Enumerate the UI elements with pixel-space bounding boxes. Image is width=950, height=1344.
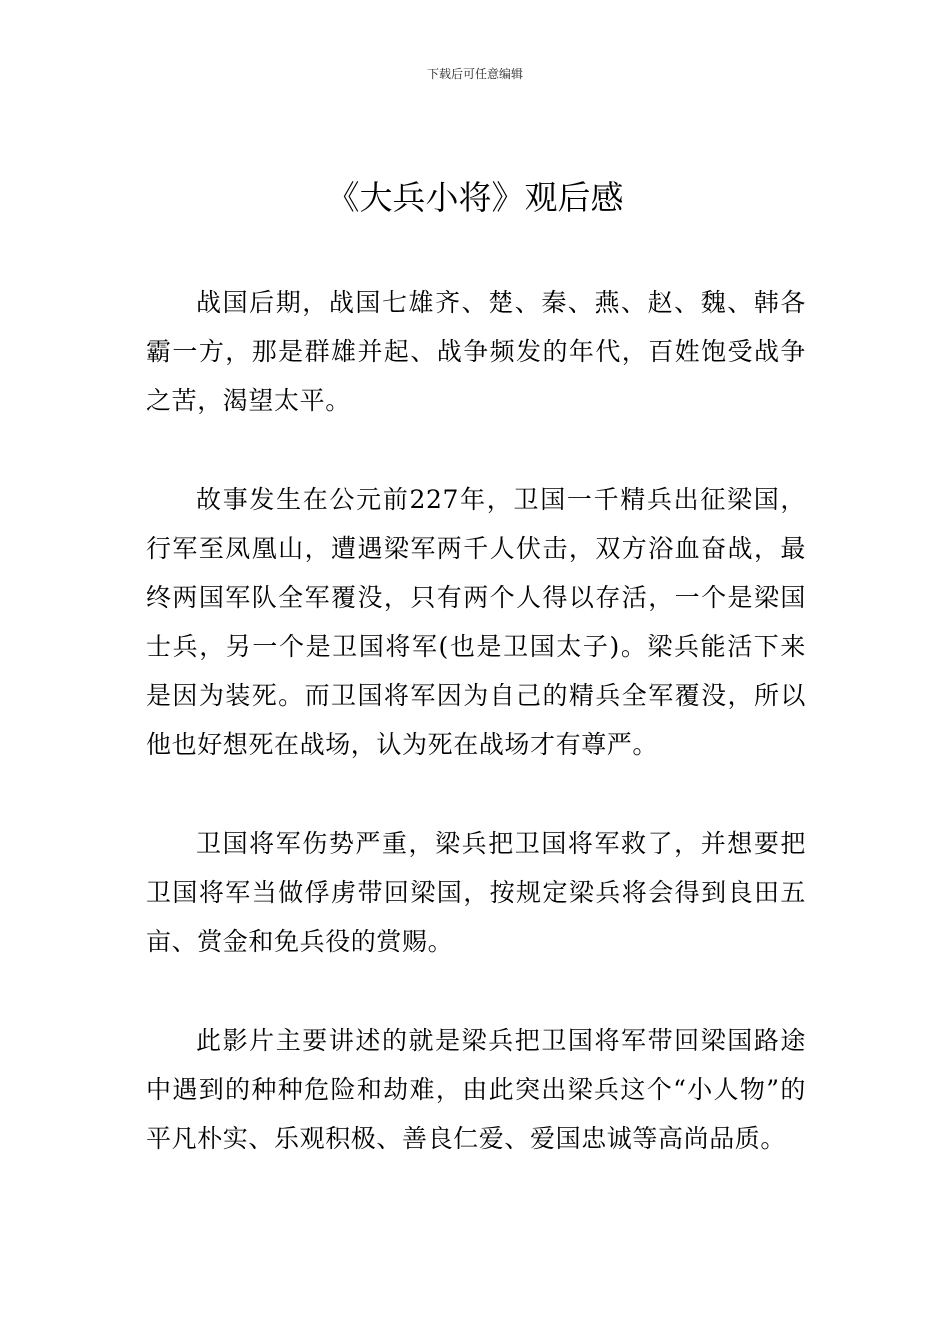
document-title: 《大兵小将》观后感 [326,178,624,217]
header-note: 下载后可任意编辑 [426,67,523,81]
paragraph-2: 故事发生在公元前227年，卫国一千精兵出征梁国，行军至凤凰山，遭遇梁军两千人伏击，双方浴血奋战，最终两国军队全军覆没，只有两个人得以存活，一个是梁国士兵，另一个是卫国将军(也是卫国太子)。梁兵能活下来是因为装死。而卫国将军因为自己的精兵全军覆没，所以他也好想死在战场，认为死在战场才有尊严。 [146,485,806,759]
paragraph-3: 卫国将军伤势严重，梁兵把卫国将军救了，并想要把卫国将军当做俘虏带回梁国，按规定梁兵将会得到良田五亩、赏金和免兵役的赏赐。 [146,829,806,956]
paragraph-1: 战国后期，战国七雄齐、楚、秦、燕、赵、魏、韩各霸一方，那是群雄并起、战争频发的年代，百姓饱受战争之苦，渴望太平。 [146,288,806,415]
document-body [146,278,806,1213]
paragraph-4: 此影片主要讲述的就是梁兵把卫国将军带回梁国路途中遇到的种种危险和劫难，由此突出梁兵这个“小人物”的平凡朴实、乐观积极、善良仁爱、爱国忠诚等高尚品质。 [146,1026,806,1153]
